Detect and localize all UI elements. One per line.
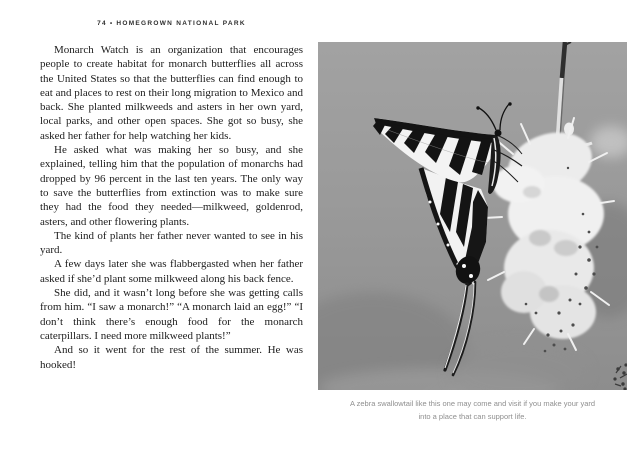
butterfly-photo bbox=[318, 42, 627, 390]
paragraph-1: Monarch Watch is an organization that encourages people to create habitat for monarch butterflies all across the United States so that the butterflies can find enough to eat and places to rest on their long migration to Mexico and back. She planted milkweeds and asters in her own yard, local parks, and other open spaces. She got so busy, she asked her father for help watching her kids. bbox=[40, 44, 303, 142]
text-column bbox=[40, 20, 303, 372]
header-separator: • bbox=[109, 21, 114, 27]
paragraph-3: The kind of plants her father never wanted to see in his yard. bbox=[40, 229, 303, 257]
running-head bbox=[40, 20, 303, 27]
butterfly-figure bbox=[318, 42, 627, 423]
butterfly-photo-svg bbox=[318, 42, 627, 390]
page-number: 74 bbox=[97, 20, 107, 27]
photo-caption: A zebra swallowtail like this one may come and visit if you make your yard into a place that can support life. bbox=[349, 399, 596, 421]
paragraph-2: He asked what was making her so busy, and she explained, telling him that the population of monarchs had dropped by 96 percent in the last ten years. The only way to save the butterflies from extinction was to make sure they had the food they needed—milkweed, goldenrod, asters, and other flowering plants. bbox=[40, 144, 303, 228]
body-text bbox=[40, 43, 303, 372]
book-title: HOMEGROWN NATIONAL PARK bbox=[116, 20, 246, 27]
paragraph-6: And so it went for the rest of the summer. He was hooked! bbox=[40, 344, 303, 371]
butterfly-head bbox=[495, 130, 502, 137]
paragraph-4: A few days later she was flabbergasted when her father asked if she’d plant some milkweed along his back fence. bbox=[40, 258, 303, 285]
paragraph-5: She did, and it wasn’t long before she was getting calls from him. “I saw a monarch!” “A monarch laid an egg!” “I don’t think there’s enough food for the monarch caterpillars. I need more milkweed plants!” bbox=[40, 287, 303, 342]
